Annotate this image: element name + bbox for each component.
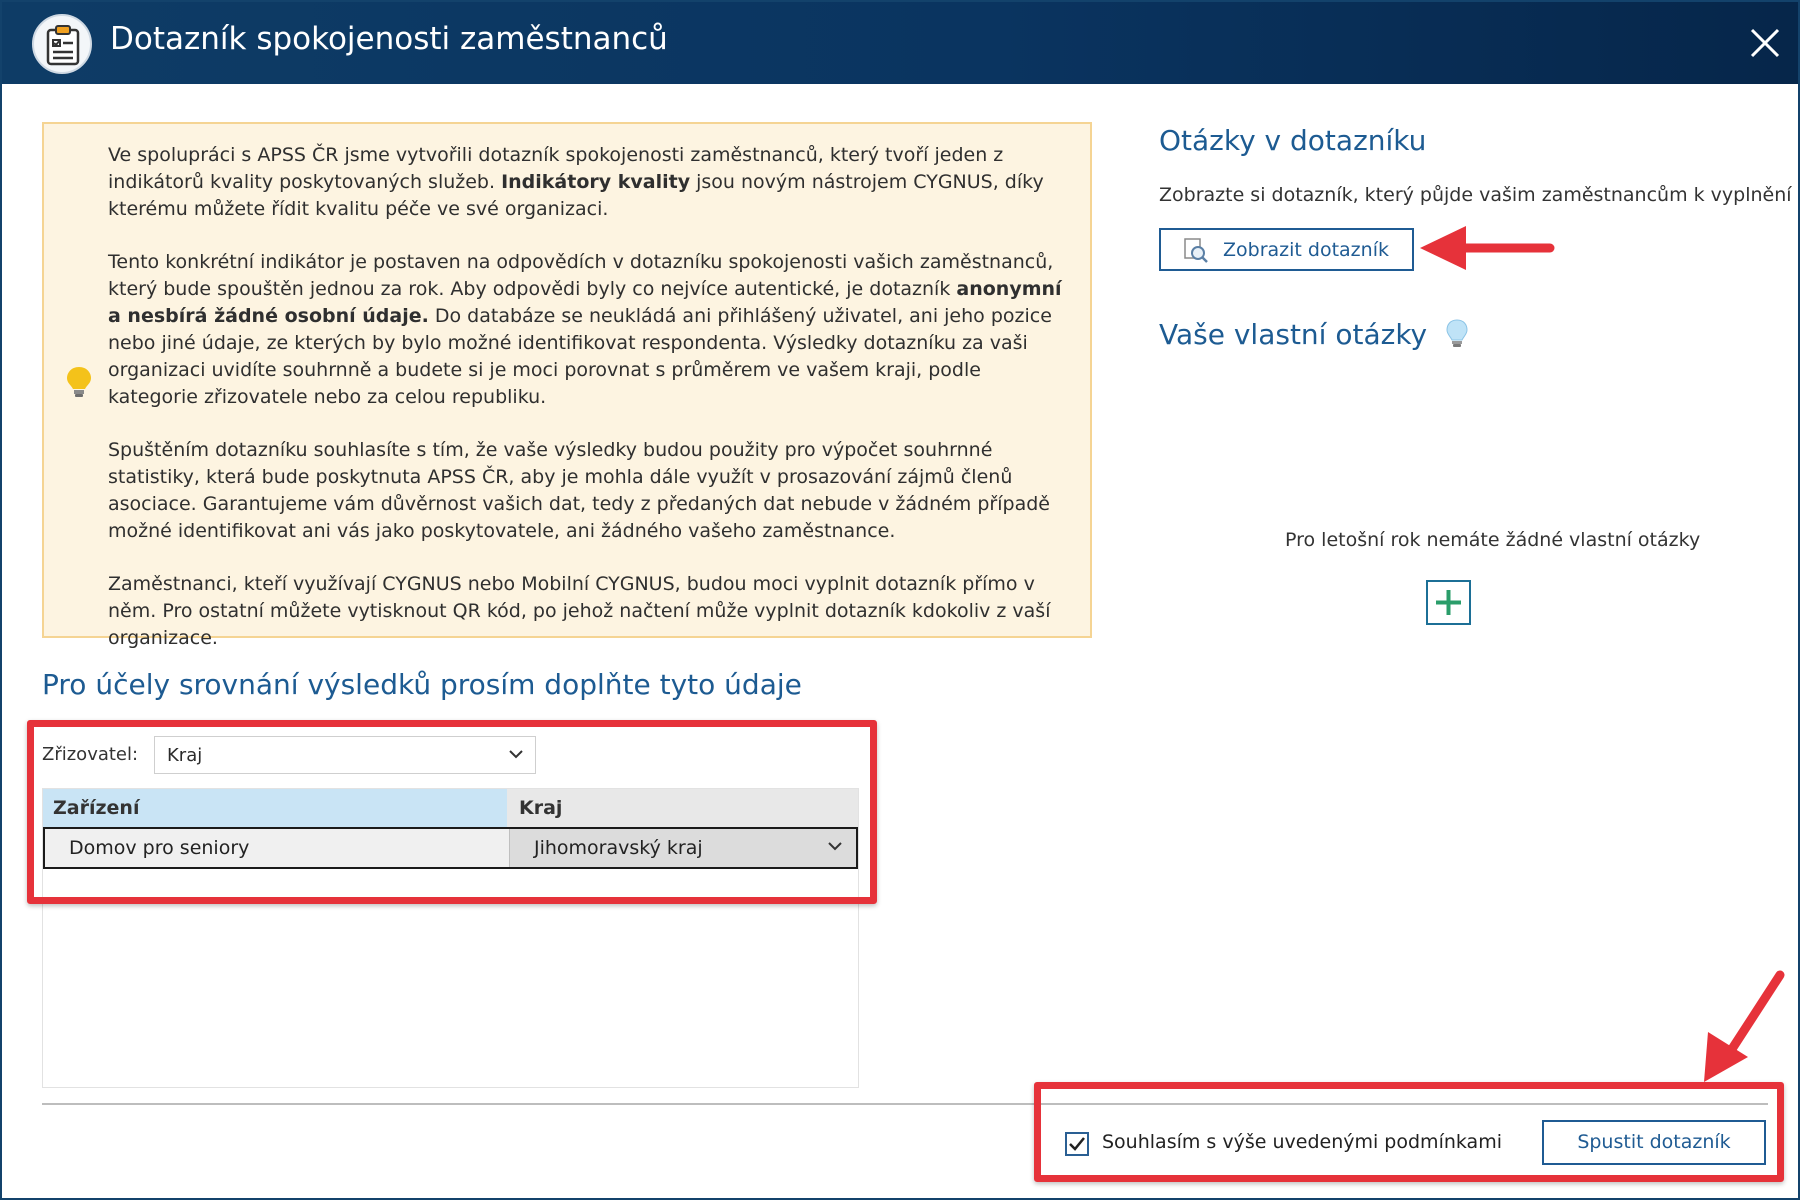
- region-value: Jihomoravský kraj: [534, 837, 703, 859]
- info-text: [108, 142, 1070, 678]
- title-bar: [2, 2, 1798, 84]
- info-paragraph: Zaměstnanci, kteří využívají CYGNUS nebo Mobilní CYGNUS, budou moci vyplnit dotazník přímo v něm. Pro ostatní můžete vytisknout QR kód, po jehož načtení může vyplnit dotazník kdokoliv z vaší organizace.: [108, 573, 1051, 649]
- column-header-region[interactable]: Kraj: [519, 797, 563, 819]
- annotation-arrow: [1692, 967, 1792, 1087]
- document-search-icon: [1183, 238, 1209, 264]
- lightbulb-icon[interactable]: [1444, 318, 1470, 354]
- info-paragraph: Tento konkrétní indikátor je postaven na odpovědích v dotazníku spokojenosti vašich zaměstnanců, který bude spouštěn jednou za rok. Aby odpovědi byly co nejvíce autentické, je dotazník anonymní a nesbírá žádné osobní údaje. Do databáze se neukládá ani přihlášený uživatel, ani jeho pozice nebo jiné údaje, ze kterých by bylo možné identifikovat respondenta. Výsledky dotazníku za vaši organizaci uvidíte souhrnně a budete si je moci porovnat s průměrem ve vašem kraji, podle kategorie zřizovatele nebo za celou republiku.: [108, 251, 1062, 408]
- close-icon[interactable]: [1742, 20, 1788, 66]
- custom-questions-heading: Vaše vlastní otázky: [1159, 318, 1428, 351]
- start-questionnaire-label: Spustit dotazník: [1577, 1131, 1731, 1153]
- show-questionnaire-button[interactable]: [1159, 228, 1414, 271]
- show-questionnaire-label: Zobrazit dotazník: [1223, 239, 1389, 261]
- survey-clipboard-icon: [32, 14, 92, 74]
- info-paragraph: Ve spolupráci s APSS ČR jsme vytvořili dotazník spokojenosti zaměstnanců, který tvoří jeden z indikátorů kvality poskytovaných služeb. Indikátory kvality jsou novým nástrojem CYGNUS, díky kterému můžete řídit kvalitu péče ve své organizaci.: [108, 144, 1044, 220]
- info-paragraph: Spuštěním dotazníku souhlasíte s tím, že vaše výsledky budou použity pro výpočet souhrnné statistiky, která bude poskytnuta APSS ČR, aby je mohla dále využít v prosazování zájmů členů asociace. Garantujeme vám důvěrnost vašich dat, tedy z předaných dat nebude v žádném případě možné identifikovat ani vás jako poskytovatele, ani žádného vašeho zaměstnance.: [108, 439, 1050, 542]
- annotation-box: [1034, 1082, 1784, 1182]
- window-title: Dotazník spokojenosti zaměstnanců: [110, 21, 668, 57]
- lightbulb-icon: [64, 364, 94, 404]
- info-panel: [42, 122, 1092, 649]
- column-header-facility[interactable]: Zařízení: [43, 789, 507, 827]
- consent-label[interactable]: Souhlasím s výše uvedenými podmínkami: [1102, 1131, 1502, 1153]
- annotation-arrow: [1418, 218, 1558, 278]
- founder-value: Kraj: [167, 745, 203, 766]
- add-question-button[interactable]: [1426, 580, 1471, 625]
- facility-cell[interactable]: Domov pro seniory: [45, 829, 509, 867]
- questions-heading: Otázky v dotazníku: [1159, 124, 1427, 157]
- comparison-heading: Pro účely srovnání výsledků prosím doplňte tyto údaje: [42, 668, 802, 701]
- no-custom-questions-message: Pro letošní rok nemáte žádné vlastní otázky: [1285, 529, 1701, 551]
- founder-label: Zřizovatel:: [42, 744, 139, 765]
- plus-icon: [1434, 588, 1463, 617]
- questions-subtitle: Zobrazte si dotazník, který půjde vašim zaměstnancům k vyplnění: [1159, 184, 1792, 206]
- annotation-box: [27, 720, 877, 904]
